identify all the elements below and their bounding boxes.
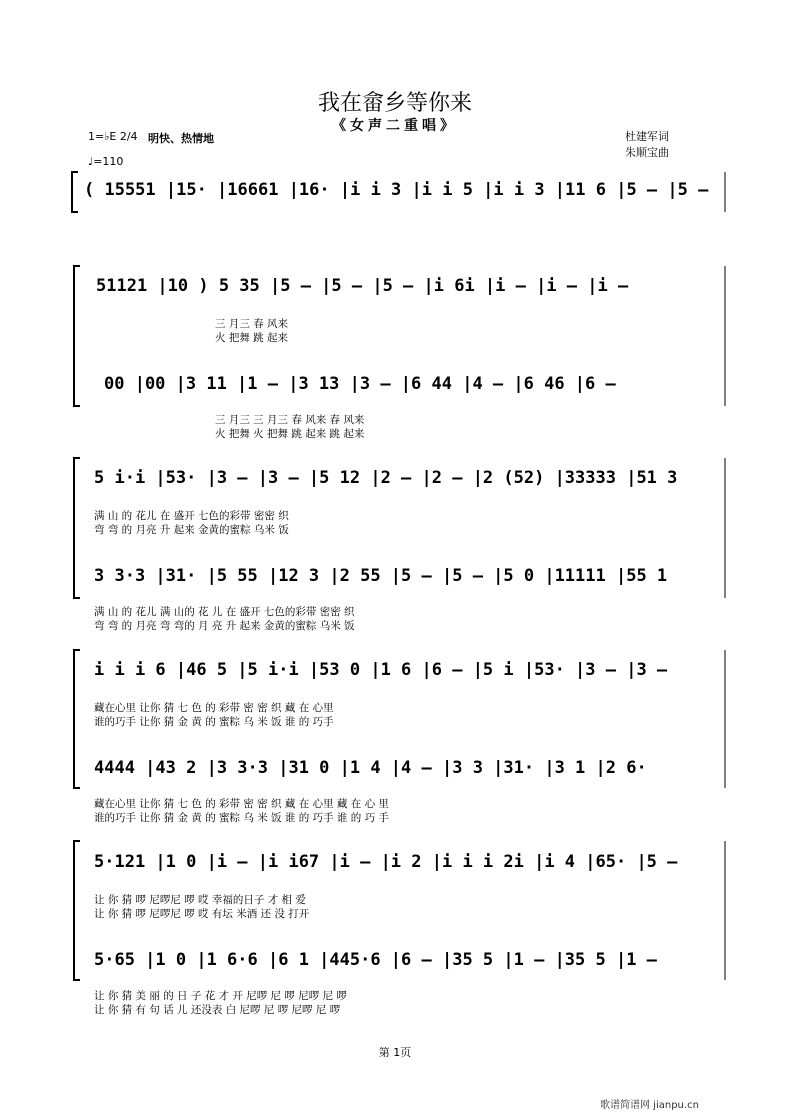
tempo-value: ♩=110 xyxy=(88,155,124,168)
system-4-bottom-lyric-1: 藏在心里 让你 猜 七 色 的 彩带 密 密 织 藏 在 心里 藏 在 心 里 xyxy=(94,798,389,810)
system-3-bottom-lyric-1: 满 山 的 花儿 满 山的 花 儿 在 盛开 七色的彩带 密密 织 xyxy=(94,606,355,618)
system-5-top-lyric-1: 让 你 猜 啰 尼啰尼 啰 哎 幸福的日子 才 相 爱 xyxy=(94,894,306,906)
system-2-top-notes: 51121 |10 ) 5 35 |5 – |5 – |5 – |i 6i |i – |i – |i – xyxy=(96,276,629,296)
system-3-bracket xyxy=(74,458,80,598)
page-title: 我在畲乡等你来 xyxy=(317,91,472,116)
system-1-bracket xyxy=(72,172,78,212)
composer: 朱顺宝曲 xyxy=(625,146,669,159)
system-3-top-lyric-2: 弯 弯 的 月亮 升 起来 金黄的蜜粽 乌米 饭 xyxy=(94,524,289,536)
system-2-bracket xyxy=(74,266,80,406)
lyricist: 杜建军词 xyxy=(625,130,669,143)
system-2-bottom-notes: 00 |00 |3 11 |1 – |3 13 |3 – |6 44 |4 – |6 46 |6 – xyxy=(104,374,616,394)
system-4-bottom-lyric-2: 谁的巧手 让你 猜 金 黄 的 蜜粽 乌 米 饭 谁 的 巧手 谁 的 巧 手 xyxy=(94,812,389,824)
system-4-bracket xyxy=(74,650,80,788)
system-3-top-lyric-1: 满 山 的 花儿 在 盛开 七色的彩带 密密 织 xyxy=(94,510,289,522)
page-number: 第 1页 xyxy=(378,1046,412,1059)
system-4-top-lyric-2: 谁的巧手 让你 猜 金 黄 的 蜜粽 乌 米 饭 谁 的 巧手 xyxy=(94,716,334,728)
system-4-top-lyric-1: 藏在心里 让你 猜 七 色 的 彩带 密 密 织 藏 在 心里 xyxy=(94,702,334,714)
system-3-bottom-lyric-2: 弯 弯 的 月亮 弯 弯的 月 亮 升 起来 金黄的蜜粽 乌米 饭 xyxy=(94,620,355,632)
system-5-bottom-notes: 5·65 |1 0 |1 6·6 |6 1 |445·6 |6 – |35 5 |1 – |35 5 |1 – xyxy=(94,950,657,970)
system-2-bottom-lyric-2: 火 把舞 火 把舞 跳 起来 跳 起来 xyxy=(215,428,365,440)
system-2-top-lyric-1: 三 月三 春 风来 xyxy=(215,318,289,330)
system-5-top-notes: 5·121 |1 0 |i – |i i67 |i – |i 2 |i i i 2i |i 4 |65· |5 – xyxy=(94,852,678,872)
system-2-top-lyric-2: 火 把舞 跳 起来 xyxy=(215,332,289,344)
page-subtitle: 《女声二重唱》 xyxy=(332,118,458,134)
system-4-bottom-notes: 4444 |43 2 |3 3·3 |31 0 |1 4 |4 – |3 3 |31· |3 1 |2 6· xyxy=(94,758,647,778)
system-4-top-notes: i i i 6 |46 5 |5 i·i |53 0 |1 6 |6 – |5 i |53· |3 – |3 – xyxy=(94,660,668,680)
system-1-notes: ( 15551 |15· |16661 |16· |i i 3 |i i 5 |i i 3 |11 6 |5 – |5 – xyxy=(84,180,709,200)
system-3-bottom-notes: 3 3·3 |31· |5 55 |12 3 |2 55 |5 – |5 – |5 0 |11111 |55 1 xyxy=(94,566,668,586)
watermark: 歌谱简谱网 jianpu.cn xyxy=(600,1100,699,1111)
system-2-bottom-lyric-1: 三 月三 三 月三 春 风来 春 风来 xyxy=(215,414,365,426)
key-signature: 1=♭E 2/4 xyxy=(88,130,138,143)
system-5-top-lyric-2: 让 你 猜 啰 尼啰尼 啰 哎 有坛 米酒 还 没 打开 xyxy=(94,908,310,920)
system-5-bracket xyxy=(74,841,80,980)
system-5-bottom-lyric-2: 让 你 猜 有 句 话 儿 还没表 白 尼啰 尼 啰 尼啰 尼 啰 xyxy=(94,1004,341,1016)
system-3-top-notes: 5 i·i |53· |3 – |3 – |5 12 |2 – |2 – |2 (52) |33333 |51 3 xyxy=(94,468,678,488)
tempo-marking: 明快、热情地 xyxy=(148,132,214,145)
system-5-bottom-lyric-1: 让 你 猜 美 丽 的 日 子 花 才 开 尼啰 尼 啰 尼啰 尼 啰 xyxy=(94,990,347,1002)
